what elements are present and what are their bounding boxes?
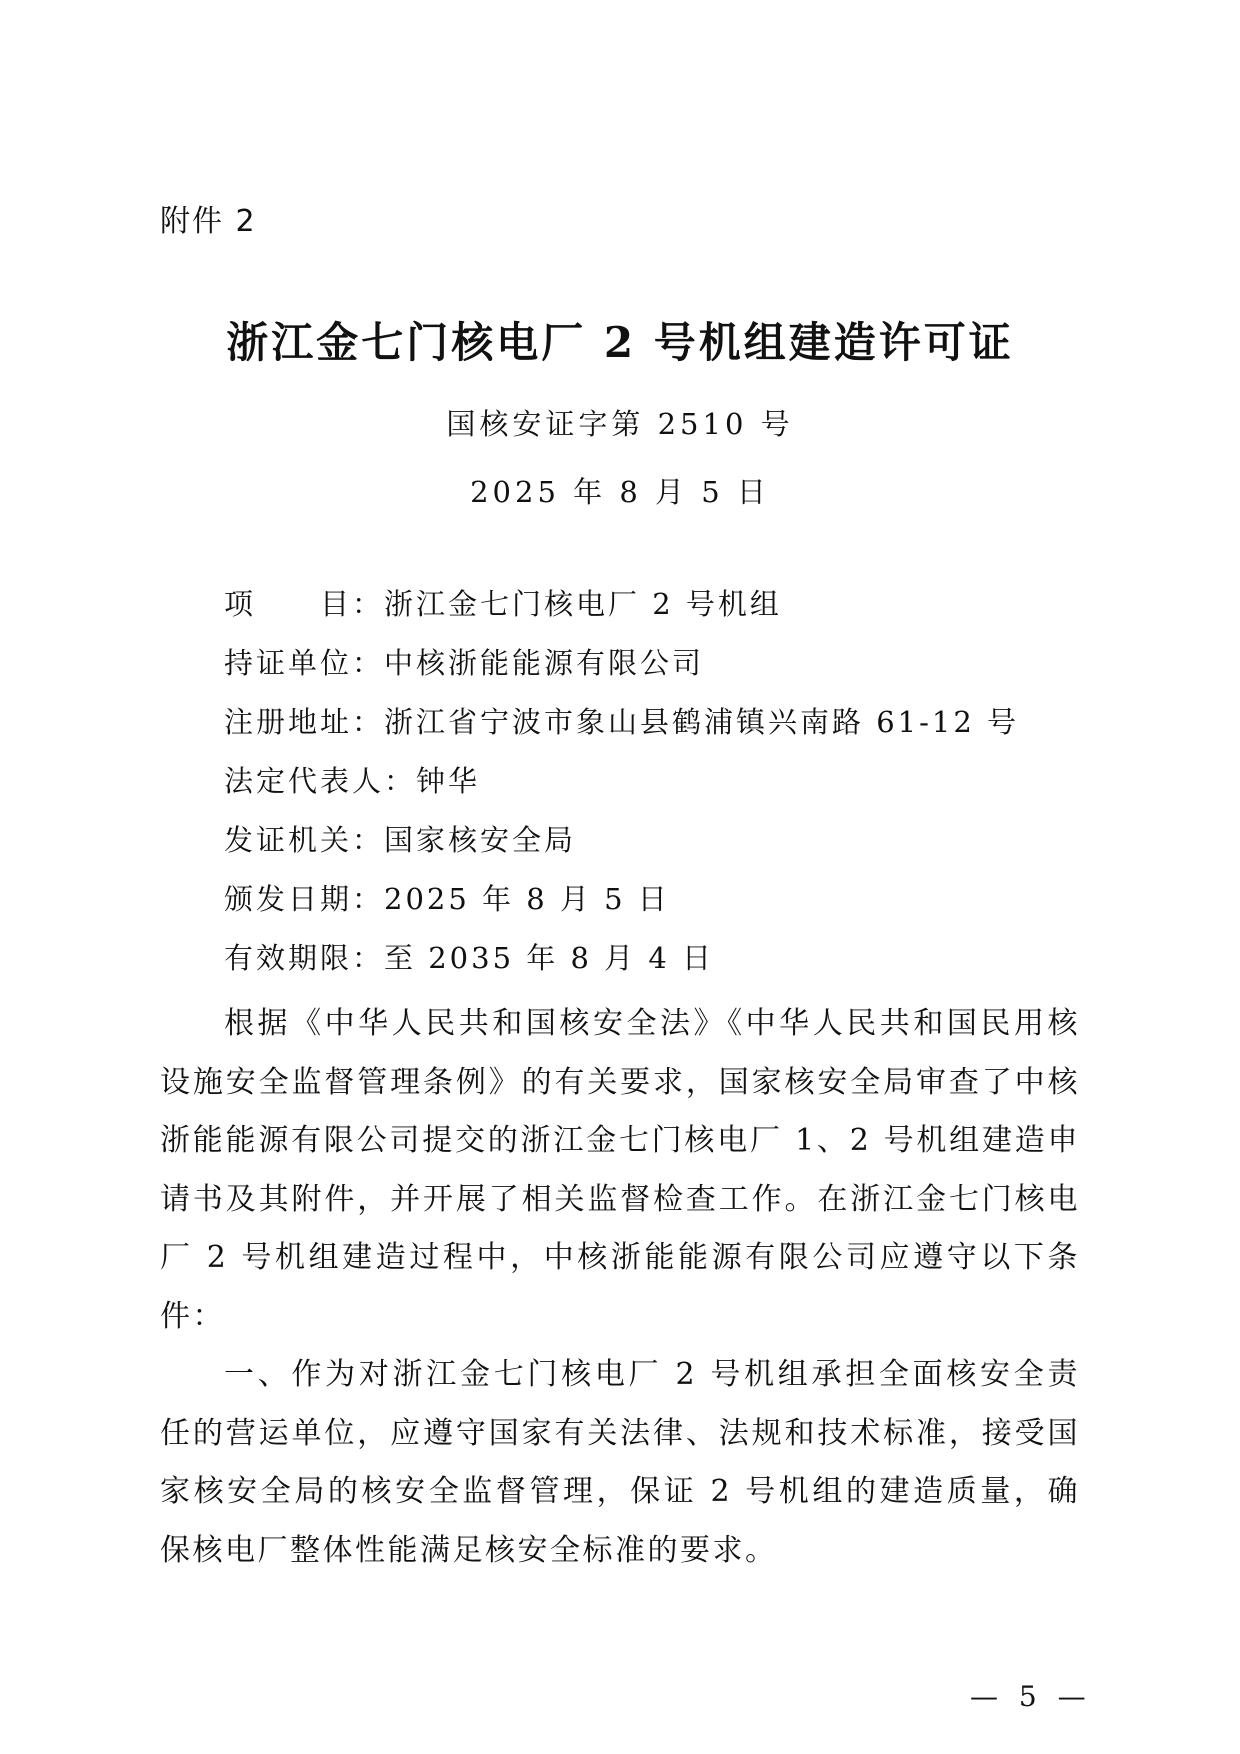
document-number: 国核安证字第 2510 号 xyxy=(446,407,794,441)
field-value: 浙江金七门核电厂 2 号机组 xyxy=(384,587,782,621)
field-value: 至 2035 年 8 月 4 日 xyxy=(384,941,715,975)
paragraph: 一、作为对浙江金七门核电厂 2 号机组承担全面核安全责任的营运单位，应遵守国家有关法律、法规和技术标准，接受国家核安全局的核安全监督管理，保证 2 号机组的建造质量，确保核电厂整体性能满足核安全标准的要求。 xyxy=(160,1357,1080,1568)
field-holder xyxy=(224,641,1019,700)
field-value: 国家核安全局 xyxy=(384,823,577,857)
license-fields xyxy=(224,582,1019,995)
field-label: 有效期限： xyxy=(224,941,385,975)
field-label: 颁发日期： xyxy=(224,882,385,916)
field-validity xyxy=(224,936,1019,995)
paragraph: 根据《中华人民共和国核安全法》《中华人民共和国民用核设施安全监督管理条例》的有关要求，国家核安全局审查了中核浙能能源有限公司提交的浙江金七门核电厂 1、2 号机组建造申请书及其附件，并开展了相关监督检查工作。在浙江金七门核电厂 2 号机组建造过程中，中核浙能能源有限公司应遵守以下条件： xyxy=(160,1006,1080,1334)
page-number: — 5 — xyxy=(970,1680,1092,1713)
field-issuing-authority xyxy=(224,818,1019,877)
attachment-label: 附件 2 xyxy=(160,204,257,239)
field-project xyxy=(224,582,1019,641)
field-legal-representative xyxy=(224,759,1019,818)
field-value: 2025 年 8 月 5 日 xyxy=(384,882,670,916)
body-text xyxy=(160,995,1080,1580)
field-value: 钟华 xyxy=(416,764,481,798)
field-label: 注册地址： xyxy=(224,705,385,739)
document-date: 2025 年 8 月 5 日 xyxy=(470,475,770,509)
field-label: 发证机关： xyxy=(224,823,385,857)
field-value: 中核浙能能源有限公司 xyxy=(384,646,705,680)
field-label: 持证单位： xyxy=(224,646,385,680)
field-value: 浙江省宁波市象山县鹤浦镇兴南路 61-12 号 xyxy=(384,705,1020,739)
field-label: 法定代表人： xyxy=(224,764,417,798)
field-address xyxy=(224,700,1019,759)
page-title: 浙江金七门核电厂 2 号机组建造许可证 xyxy=(226,318,1014,367)
field-label: 项 目： xyxy=(224,587,385,621)
field-issue-date xyxy=(224,877,1019,936)
